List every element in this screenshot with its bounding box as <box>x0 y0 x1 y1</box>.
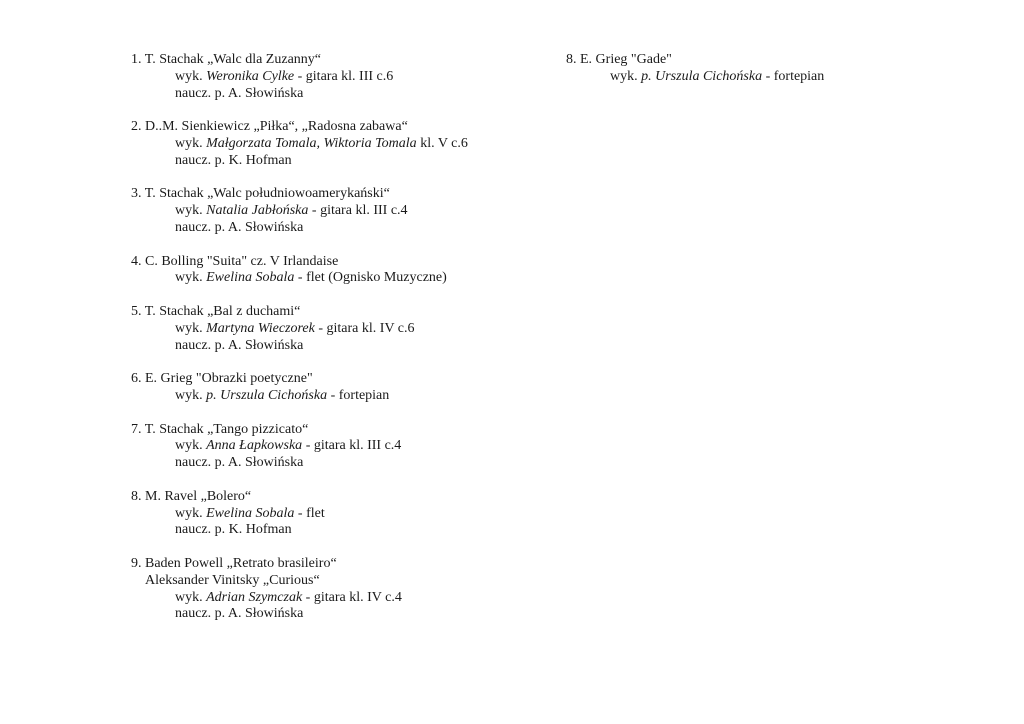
performer-details: - flet <box>294 505 325 521</box>
piece-title: 8. E. Grieg "Gade" <box>566 52 672 67</box>
teacher-line: naucz. p. K. Hofman <box>175 522 292 538</box>
teacher-line: naucz. p. A. Słowińska <box>175 219 304 235</box>
performer-details: - fortepian <box>762 68 825 84</box>
program-item-3 <box>131 186 551 236</box>
performer-prefix: wyk. <box>175 589 207 605</box>
performer-details: - gitara kl. IV c.6 <box>314 320 415 336</box>
teacher-line: naucz. p. A. Słowińska <box>175 337 304 353</box>
performer-line <box>131 203 551 220</box>
performer-prefix: wyk. <box>175 505 207 521</box>
performer-line <box>566 69 986 86</box>
program-item-9 <box>131 556 551 623</box>
piece-title: 6. E. Grieg "Obrazki poetyczne" <box>131 371 313 387</box>
performer-details: - gitara kl. III c.6 <box>294 68 394 84</box>
performer-line <box>131 506 551 523</box>
piece-title: 7. T. Stachak „Tango pizzicato“ <box>131 421 309 437</box>
performer-prefix: wyk. <box>175 203 207 219</box>
performer-line <box>131 438 551 455</box>
performer-prefix: wyk. <box>175 68 207 84</box>
performer-details: kl. V c.6 <box>416 135 468 151</box>
performer-line <box>131 388 551 405</box>
program-right-column <box>566 52 986 102</box>
performer-name: Weronika Cylke <box>206 68 295 84</box>
teacher-line: naucz. p. K. Hofman <box>175 152 292 168</box>
performer-prefix: wyk. <box>175 135 207 151</box>
piece-title: 8. M. Ravel „Bolero“ <box>131 488 252 504</box>
piece-title: 3. T. Stachak „Walc południowoamerykański“ <box>131 186 390 202</box>
performer-details: - gitara kl. III c.4 <box>308 203 408 219</box>
program-item-right-1 <box>566 52 986 86</box>
performer-name: Małgorzata Tomala, Wiktoria Tomala <box>206 135 417 151</box>
performer-name: Ewelina Sobala <box>206 270 295 286</box>
piece-title: 9. Baden Powell „Retrato brasileiro“ <box>131 555 337 571</box>
program-item-6 <box>131 371 551 405</box>
performer-name: p. Urszula Cichońska <box>641 68 763 84</box>
program-item-4 <box>131 254 551 288</box>
performer-name: Adrian Szymczak <box>206 589 303 605</box>
performer-details: - gitara kl. III c.4 <box>302 438 402 454</box>
piece-title: 1. T. Stachak „Walc dla Zuzanny“ <box>131 52 321 67</box>
performer-line <box>131 136 551 153</box>
performer-line <box>131 321 551 338</box>
teacher-line: naucz. p. A. Słowińska <box>175 606 304 622</box>
performer-line <box>131 69 551 86</box>
teacher-line: naucz. p. A. Słowińska <box>175 85 304 101</box>
performer-name: Anna Łapkowska <box>206 438 303 454</box>
performer-prefix: wyk. <box>175 270 207 286</box>
program-item-5 <box>131 304 551 354</box>
program-item-2 <box>131 119 551 169</box>
program-left-column <box>131 52 551 640</box>
program-item-7 <box>131 422 551 472</box>
piece-title: 5. T. Stachak „Bal z duchami“ <box>131 303 301 319</box>
performer-details: - flet (Ognisko Muzyczne) <box>294 270 447 286</box>
performer-name: p. Urszula Cichońska <box>206 387 328 403</box>
performer-line <box>131 590 551 607</box>
performer-prefix: wyk. <box>175 387 207 403</box>
teacher-line: naucz. p. A. Słowińska <box>175 455 304 471</box>
performer-prefix: wyk. <box>175 320 207 336</box>
performer-name: Natalia Jabłońska <box>206 203 309 219</box>
performer-details: - gitara kl. IV c.4 <box>302 589 402 605</box>
performer-line <box>131 270 551 287</box>
performer-prefix: wyk. <box>175 438 207 454</box>
program-item-8 <box>131 489 551 539</box>
program-item-1 <box>131 52 551 102</box>
piece-subtitle: Aleksander Vinitsky „Curious“ <box>145 572 320 588</box>
piece-title: 4. C. Bolling "Suita" cz. V Irlandaise <box>131 253 339 269</box>
performer-prefix: wyk. <box>610 68 642 84</box>
piece-title: 2. D..M. Sienkiewicz „Piłka“, „Radosna zabawa“ <box>131 119 408 135</box>
performer-name: Ewelina Sobala <box>206 505 295 521</box>
performer-details: - fortepian <box>327 387 390 403</box>
performer-name: Martyna Wieczorek <box>206 320 315 336</box>
